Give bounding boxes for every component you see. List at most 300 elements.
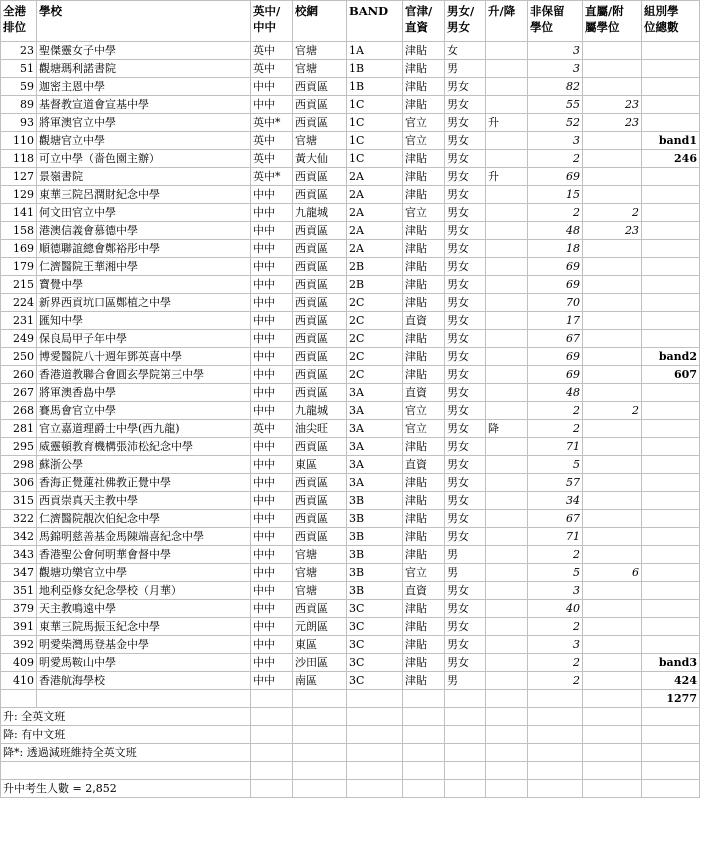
cell-affiliated: 23: [583, 114, 642, 132]
cell-district: 油尖旺: [293, 420, 347, 438]
header-nonreserved: 非保留 學位: [528, 1, 583, 42]
cell-medium: 中中: [251, 186, 293, 204]
cell-nonreserved: 48: [528, 222, 583, 240]
cell-rank: 224: [1, 294, 37, 312]
header-medium: 英中/ 中中: [251, 1, 293, 42]
cell-gender: 男女: [445, 636, 486, 654]
cell-gender: 男女: [445, 600, 486, 618]
cell-affiliated: [583, 492, 642, 510]
cell-medium: 中中: [251, 240, 293, 258]
cell-group: [642, 78, 700, 96]
empty-cell: [403, 726, 445, 744]
cell-gender: 男女: [445, 204, 486, 222]
cell-band: 2C: [347, 330, 403, 348]
cell-district: 西貢區: [293, 96, 347, 114]
cell-type: 津貼: [403, 60, 445, 78]
cell-type: 直資: [403, 582, 445, 600]
table-row: [1, 618, 700, 636]
cell-type: 津貼: [403, 438, 445, 456]
cell-band: 3B: [347, 582, 403, 600]
cell-band: 2A: [347, 222, 403, 240]
cell-school: 東華三院呂潤財紀念中學: [37, 186, 251, 204]
cell-nonreserved: 2: [528, 672, 583, 690]
cell-school: 仁濟醫院王華湘中學: [37, 258, 251, 276]
cell-nonreserved: 69: [528, 168, 583, 186]
cell-rank: 315: [1, 492, 37, 510]
cell-affiliated: 2: [583, 204, 642, 222]
cell-group: [642, 384, 700, 402]
cell-district: 西貢區: [293, 492, 347, 510]
cell-medium: 中中: [251, 600, 293, 618]
cell-district: 官塘: [293, 546, 347, 564]
table-row: [1, 258, 700, 276]
cell-affiliated: [583, 186, 642, 204]
cell-updown: [486, 492, 528, 510]
cell-rank: 268: [1, 402, 37, 420]
cell-school: 將軍澳官立中學: [37, 114, 251, 132]
cell-affiliated: [583, 528, 642, 546]
cell-medium: 英中: [251, 42, 293, 60]
cell-band: 1A: [347, 42, 403, 60]
cell-school: 可立中學（嗇色園主辦）: [37, 150, 251, 168]
cell-type: 津貼: [403, 636, 445, 654]
cell-group: [642, 96, 700, 114]
cell-type: 津貼: [403, 96, 445, 114]
cell-type: 津貼: [403, 366, 445, 384]
header-row: [1, 1, 700, 42]
cell-updown: [486, 384, 528, 402]
cell-type: 津貼: [403, 258, 445, 276]
cell-updown: [486, 312, 528, 330]
empty-cell: [445, 726, 486, 744]
cell-updown: [486, 636, 528, 654]
cell-gender: 男女: [445, 186, 486, 204]
cell-updown: [486, 402, 528, 420]
cell-gender: 男女: [445, 150, 486, 168]
cell-band: 3B: [347, 528, 403, 546]
cell-school: 天主教鳴遠中學: [37, 600, 251, 618]
cell-type: 津貼: [403, 222, 445, 240]
table-row: [1, 672, 700, 690]
cell-type: 津貼: [403, 474, 445, 492]
cell-group: band3: [642, 654, 700, 672]
cell-school: 觀塘功樂官立中學: [37, 564, 251, 582]
cell-nonreserved: 40: [528, 600, 583, 618]
cell-gender: 男女: [445, 78, 486, 96]
cell-district: 西貢區: [293, 276, 347, 294]
cell-updown: [486, 42, 528, 60]
cell-gender: 男女: [445, 132, 486, 150]
note-row-text: 降*: 透過減班維持全英文班: [1, 744, 251, 762]
empty-cell: [528, 690, 583, 708]
cell-rank: 250: [1, 348, 37, 366]
table-row: [1, 510, 700, 528]
cell-updown: [486, 150, 528, 168]
cell-group: [642, 42, 700, 60]
cell-type: 津貼: [403, 672, 445, 690]
header-rank: 全港 排位: [1, 1, 37, 42]
cell-affiliated: [583, 258, 642, 276]
cell-band: 3A: [347, 438, 403, 456]
cell-updown: [486, 60, 528, 78]
cell-type: 官立: [403, 114, 445, 132]
cell-affiliated: 23: [583, 222, 642, 240]
cell-rank: 215: [1, 276, 37, 294]
cell-nonreserved: 71: [528, 438, 583, 456]
table-row: [1, 636, 700, 654]
cell-nonreserved: 34: [528, 492, 583, 510]
table-row: [1, 240, 700, 258]
cell-updown: [486, 528, 528, 546]
cell-group: [642, 456, 700, 474]
cell-school: 東華三院馬振玉紀念中學: [37, 618, 251, 636]
empty-cell: [403, 762, 445, 780]
table-row: [1, 78, 700, 96]
cell-type: 官立: [403, 420, 445, 438]
cell-nonreserved: 5: [528, 564, 583, 582]
cell-medium: 中中: [251, 564, 293, 582]
cell-district: 官塘: [293, 582, 347, 600]
cell-group: [642, 546, 700, 564]
cell-nonreserved: 3: [528, 60, 583, 78]
cell-rank: 409: [1, 654, 37, 672]
cell-nonreserved: 18: [528, 240, 583, 258]
header-district: 校網: [293, 1, 347, 42]
empty-cell: [1, 690, 37, 708]
empty-cell: [642, 780, 700, 798]
cell-group: [642, 582, 700, 600]
empty-cell: [583, 690, 642, 708]
cell-school: 香海正覺蓮社佛教正覺中學: [37, 474, 251, 492]
cell-group: [642, 114, 700, 132]
cell-affiliated: [583, 168, 642, 186]
cell-medium: 中中: [251, 492, 293, 510]
cell-updown: [486, 348, 528, 366]
cell-band: 1C: [347, 96, 403, 114]
cell-updown: 升: [486, 114, 528, 132]
cell-gender: 男女: [445, 330, 486, 348]
cell-nonreserved: 3: [528, 636, 583, 654]
cell-school: 地利亞修女紀念學校（月華）: [37, 582, 251, 600]
empty-cell: [583, 726, 642, 744]
cell-school: 匯知中學: [37, 312, 251, 330]
cell-district: 西貢區: [293, 438, 347, 456]
empty-cell: [293, 690, 347, 708]
cell-nonreserved: 82: [528, 78, 583, 96]
cell-type: 津貼: [403, 294, 445, 312]
cell-gender: 男女: [445, 384, 486, 402]
cell-school: 明愛柴灣馬登基金中學: [37, 636, 251, 654]
note-row-text: 降: 有中文班: [1, 726, 251, 744]
empty-cell: [293, 726, 347, 744]
cell-rank: 260: [1, 366, 37, 384]
cell-medium: 中中: [251, 510, 293, 528]
empty-cell: [347, 726, 403, 744]
cell-affiliated: [583, 240, 642, 258]
cell-district: 元朗區: [293, 618, 347, 636]
empty-cell: [251, 708, 293, 726]
cell-band: 3A: [347, 456, 403, 474]
empty-cell: [445, 708, 486, 726]
empty-cell: [293, 780, 347, 798]
cell-school: 景嶺書院: [37, 168, 251, 186]
cell-type: 津貼: [403, 654, 445, 672]
cell-district: 西貢區: [293, 366, 347, 384]
empty-cell: [445, 690, 486, 708]
cell-gender: 男女: [445, 258, 486, 276]
cell-gender: 男: [445, 564, 486, 582]
cell-updown: [486, 186, 528, 204]
cell-rank: 93: [1, 114, 37, 132]
cell-gender: 男女: [445, 348, 486, 366]
empty-cell: [486, 744, 528, 762]
cell-updown: [486, 258, 528, 276]
cell-affiliated: [583, 456, 642, 474]
cell-district: 沙田區: [293, 654, 347, 672]
cell-affiliated: [583, 60, 642, 78]
cell-group: [642, 222, 700, 240]
cell-school: 香港航海學校: [37, 672, 251, 690]
cell-type: 津貼: [403, 600, 445, 618]
empty-cell: [347, 762, 403, 780]
cell-updown: [486, 294, 528, 312]
cell-nonreserved: 2: [528, 204, 583, 222]
cell-band: 3A: [347, 384, 403, 402]
cell-affiliated: [583, 132, 642, 150]
cell-rank: 129: [1, 186, 37, 204]
cell-nonreserved: 17: [528, 312, 583, 330]
cell-type: 津貼: [403, 42, 445, 60]
table-row: [1, 114, 700, 132]
cell-type: 直資: [403, 456, 445, 474]
cell-district: 西貢區: [293, 510, 347, 528]
table-row: [1, 384, 700, 402]
cell-gender: 男: [445, 672, 486, 690]
cell-medium: 中中: [251, 78, 293, 96]
cell-school: 保良局甲子年中學: [37, 330, 251, 348]
cell-medium: 英中: [251, 132, 293, 150]
cell-nonreserved: 48: [528, 384, 583, 402]
cell-group: [642, 330, 700, 348]
note-row: [1, 708, 700, 726]
cell-band: 2B: [347, 258, 403, 276]
cell-updown: [486, 600, 528, 618]
cell-rank: 231: [1, 312, 37, 330]
cell-group: 246: [642, 150, 700, 168]
cell-group: [642, 258, 700, 276]
cell-gender: 男女: [445, 168, 486, 186]
table-row: [1, 204, 700, 222]
cell-medium: 中中: [251, 312, 293, 330]
header-band: BAND: [347, 1, 403, 42]
cell-updown: [486, 510, 528, 528]
cell-district: 南區: [293, 672, 347, 690]
table-row: [1, 222, 700, 240]
cell-type: 津貼: [403, 618, 445, 636]
empty-cell: [403, 690, 445, 708]
cell-school: 香港道教聯合會圓玄學院第三中學: [37, 366, 251, 384]
cell-affiliated: [583, 276, 642, 294]
cell-rank: 169: [1, 240, 37, 258]
cell-type: 官立: [403, 564, 445, 582]
cell-type: 津貼: [403, 510, 445, 528]
cell-affiliated: [583, 366, 642, 384]
header-updown: 升/降: [486, 1, 528, 42]
cell-medium: 中中: [251, 618, 293, 636]
blank-row: [1, 762, 700, 780]
cell-updown: [486, 582, 528, 600]
cell-school: 港澳信義會慕德中學: [37, 222, 251, 240]
cell-affiliated: [583, 510, 642, 528]
cell-affiliated: [583, 546, 642, 564]
cell-group: [642, 186, 700, 204]
cell-gender: 男女: [445, 276, 486, 294]
cell-affiliated: [583, 348, 642, 366]
cell-updown: [486, 276, 528, 294]
cell-band: 1B: [347, 78, 403, 96]
cell-rank: 410: [1, 672, 37, 690]
empty-cell: [642, 708, 700, 726]
cell-band: 3A: [347, 402, 403, 420]
cell-medium: 中中: [251, 384, 293, 402]
cell-gender: 男女: [445, 420, 486, 438]
cell-district: 西貢區: [293, 384, 347, 402]
cell-updown: [486, 654, 528, 672]
cell-medium: 中中: [251, 474, 293, 492]
cell-affiliated: 6: [583, 564, 642, 582]
cell-band: 2A: [347, 204, 403, 222]
cell-band: 2A: [347, 240, 403, 258]
cell-district: 西貢區: [293, 600, 347, 618]
cell-medium: 中中: [251, 276, 293, 294]
cell-school: 觀塘官立中學: [37, 132, 251, 150]
cell-school: 順德聯誼總會鄭裕彤中學: [37, 240, 251, 258]
cell-band: 3A: [347, 420, 403, 438]
cell-rank: 298: [1, 456, 37, 474]
cell-gender: 男: [445, 60, 486, 78]
cell-group: [642, 510, 700, 528]
note-row: [1, 744, 700, 762]
cell-rank: 342: [1, 528, 37, 546]
table-row: [1, 654, 700, 672]
candidates-row: [1, 780, 700, 798]
cell-district: 西貢區: [293, 186, 347, 204]
empty-cell: [642, 762, 700, 780]
header-type: 官津/ 直資: [403, 1, 445, 42]
cell-medium: 中中: [251, 330, 293, 348]
cell-updown: [486, 330, 528, 348]
cell-nonreserved: 70: [528, 294, 583, 312]
cell-gender: 男: [445, 546, 486, 564]
cell-affiliated: [583, 312, 642, 330]
empty-cell: [251, 744, 293, 762]
cell-gender: 男女: [445, 294, 486, 312]
empty-cell: [528, 708, 583, 726]
cell-group: [642, 294, 700, 312]
cell-gender: 男女: [445, 510, 486, 528]
cell-affiliated: [583, 330, 642, 348]
cell-gender: 男女: [445, 312, 486, 330]
cell-rank: 59: [1, 78, 37, 96]
cell-school: 聖傑靈女子中學: [37, 42, 251, 60]
empty-cell: [251, 726, 293, 744]
cell-type: 津貼: [403, 546, 445, 564]
cell-district: 西貢區: [293, 348, 347, 366]
cell-nonreserved: 69: [528, 366, 583, 384]
cell-school: 博愛醫院八十週年鄧英喜中學: [37, 348, 251, 366]
cell-school: 蘇浙公學: [37, 456, 251, 474]
cell-school: 迦密主恩中學: [37, 78, 251, 96]
cell-medium: 中中: [251, 672, 293, 690]
cell-gender: 男女: [445, 114, 486, 132]
cell-district: 官塘: [293, 132, 347, 150]
empty-cell: [293, 744, 347, 762]
cell-group: 607: [642, 366, 700, 384]
cell-school: 明愛馬鞍山中學: [37, 654, 251, 672]
cell-group: [642, 204, 700, 222]
empty-cell: [347, 744, 403, 762]
cell-rank: 306: [1, 474, 37, 492]
empty-cell: [293, 762, 347, 780]
cell-nonreserved: 3: [528, 42, 583, 60]
empty-cell: [403, 780, 445, 798]
note-row-text: 升: 全英文班: [1, 708, 251, 726]
cell-medium: 中中: [251, 654, 293, 672]
cell-gender: 男女: [445, 222, 486, 240]
cell-nonreserved: 3: [528, 582, 583, 600]
cell-rank: 379: [1, 600, 37, 618]
empty-cell: [347, 690, 403, 708]
table-row: [1, 420, 700, 438]
cell-district: 西貢區: [293, 294, 347, 312]
cell-district: 西貢區: [293, 528, 347, 546]
cell-school: 西貢崇真天主教中學: [37, 492, 251, 510]
cell-district: 東區: [293, 456, 347, 474]
table-row: [1, 294, 700, 312]
cell-school: 基督教宣道會宣基中學: [37, 96, 251, 114]
header-affiliated: 直屬/附 屬學位: [583, 1, 642, 42]
cell-school: 何文田官立中學: [37, 204, 251, 222]
cell-affiliated: [583, 438, 642, 456]
cell-rank: 295: [1, 438, 37, 456]
cell-nonreserved: 57: [528, 474, 583, 492]
cell-type: 津貼: [403, 492, 445, 510]
cell-district: 西貢區: [293, 168, 347, 186]
cell-nonreserved: 69: [528, 258, 583, 276]
cell-band: 2A: [347, 186, 403, 204]
table-row: [1, 402, 700, 420]
cell-group: [642, 438, 700, 456]
cell-medium: 中中: [251, 348, 293, 366]
header-group-total: 組別學 位總數: [642, 1, 700, 42]
cell-affiliated: [583, 42, 642, 60]
cell-type: 津貼: [403, 330, 445, 348]
empty-cell: [642, 726, 700, 744]
cell-group: [642, 474, 700, 492]
cell-band: 1C: [347, 150, 403, 168]
cell-band: 2C: [347, 294, 403, 312]
cell-medium: 中中: [251, 258, 293, 276]
cell-nonreserved: 2: [528, 150, 583, 168]
cell-medium: 中中: [251, 546, 293, 564]
empty-cell: [251, 690, 293, 708]
cell-nonreserved: 69: [528, 276, 583, 294]
cell-district: 西貢區: [293, 222, 347, 240]
cell-updown: [486, 618, 528, 636]
cell-type: 津貼: [403, 150, 445, 168]
cell-rank: 281: [1, 420, 37, 438]
cell-affiliated: [583, 600, 642, 618]
